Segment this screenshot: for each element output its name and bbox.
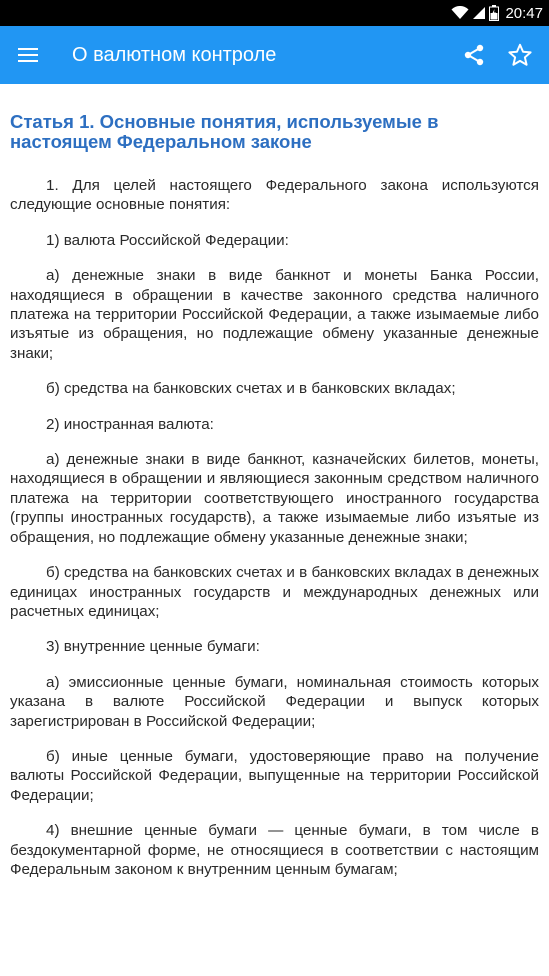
paragraph: б) средства на банковских счетах и в банковских вкладах;: [46, 380, 456, 398]
article-content[interactable]: [0, 112, 549, 879]
signal-icon: [472, 6, 486, 20]
share-icon: [462, 43, 486, 67]
star-icon: [507, 42, 533, 68]
favorite-button[interactable]: [497, 26, 543, 84]
paragraph: 2) иностранная валюта:: [46, 415, 214, 433]
paragraph: 1. Для целей настоящего Федерального закона используются следующие основные понятия:: [10, 177, 539, 214]
status-time: 20:47: [505, 4, 543, 22]
menu-icon: [18, 47, 38, 63]
paragraph: а) эмиссионные ценные бумаги, номинальная стоимость которых указана в валюте Российской Федерации и выпуск которых зарегистрирован в Российской Федерации;: [10, 673, 539, 730]
paragraph: б) средства на банковских счетах и в банковских вкладах в денежных единицах иностранных государств и международных денежных или расчетных единицах;: [10, 564, 539, 620]
menu-button[interactable]: [2, 26, 54, 84]
app-bar: [0, 26, 549, 84]
paragraph: а) денежные знаки в виде банкнот, казначейских билетов, монеты, находящиеся в обращении и являющиеся законным средством наличного платежа на территории соответствующего иностранного государства (группы иностранных государств), а также изымаемые либо изъятые из обращения, но подлежащие обмену указанные денежные знаки;: [10, 451, 539, 546]
article-title: Статья 1. Основные понятия, используемые в настоящем Федеральном законе: [10, 111, 439, 152]
paragraph: 4) внешние ценные бумаги — ценные бумаги, в том числе в бездокументарной форме, не относящиеся в соответствии с настоящим Федеральным законом к внутренним ценным бумагам;: [10, 822, 539, 878]
paragraph: а) денежные знаки в виде банкнот и монеты Банка России, находящиеся в обращении в качестве законного средства наличного платежа на территории Российской Федерации, а также изымаемые либо изъятые из обращения, но подлежащие обмену указанные денежные знаки;: [10, 267, 539, 362]
app-title: О валютном контроле: [72, 43, 277, 66]
status-icons: [451, 5, 499, 21]
paragraph: б) иные ценные бумаги, удостоверяющие право на получение валюты Российской Федерации, выпущенные на территории Российской Федерации;: [10, 747, 539, 804]
wifi-icon: [451, 6, 469, 20]
share-button[interactable]: [451, 26, 497, 84]
paragraph: 1) валюта Российской Федерации:: [46, 231, 289, 249]
status-bar: [0, 0, 549, 26]
battery-icon: [489, 5, 499, 21]
paragraph: 3) внутренние ценные бумаги:: [46, 638, 260, 656]
